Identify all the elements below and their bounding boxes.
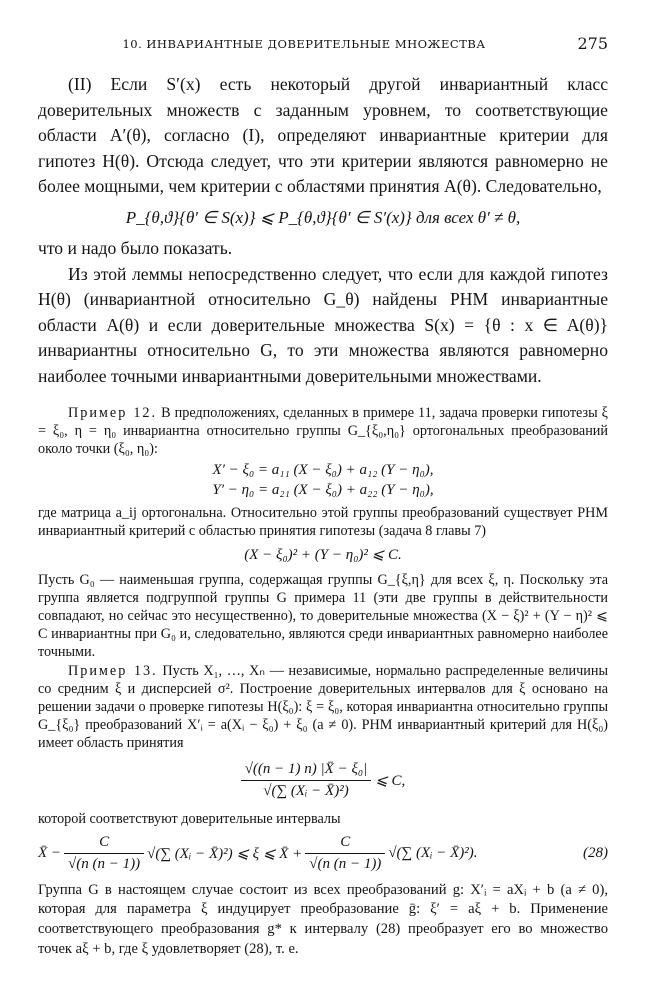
example-12-paragraph (38, 404, 608, 459)
paragraph-group-g: Группа G в настоящем случае состоит из всех преобразований g: X′ᵢ = aXᵢ + b (a ≠ 0), которая для параметра ξ индуцирует преобразование ḡ: ξ′ = aξ + b. Применение соответствующего преобразования g* к интервалу (28) преобразует его во множество точек aξ + b, где ξ удовлетворяет (28), т. е. (38, 881, 608, 957)
interval-right-numerator: C (340, 833, 351, 850)
formula-orthogonal-transform-y: Y′ − η₀ = a₂₁ (X − ξ₀) + a₂₂ (Y − η₀), (212, 482, 434, 499)
example-13-paragraph (38, 662, 608, 753)
interval-right-fraction (305, 834, 385, 873)
interval-left-numerator: C (99, 833, 110, 850)
formula-t-statistic (38, 761, 608, 800)
running-header (40, 34, 608, 58)
example-12-label: Пример 12. (68, 404, 158, 421)
paragraph-lemma-part-ii: (II) Если S′(x) есть некоторый другой инвариантный класс доверительных множеств с заданным уровнем, то соответствующие области A′(θ), согласно (I), определяют инвариантные критерии для гипотез H(θ). Отсюда следует, что эти критерии являются равномерно не более мощными, чем критерии с областями принятия A(θ). Следовательно, (38, 74, 608, 197)
equation-number: (28) (583, 844, 608, 861)
interval-left-fraction (64, 834, 144, 873)
formula-orthogonal-transform-x: X′ − ξ₀ = a₁₁ (X − ξ₀) + a₁₂ (Y − η₀), (212, 462, 434, 479)
example-13-label: Пример 13. (68, 662, 158, 679)
example-13-text: Пусть X₁, …, Xₙ — независимые, нормально распределенные величины со средним ξ и дисперсией σ². Построение доверительных интервалов для ξ основано на решении задачи о проверке гипотезы H(ξ₀): ξ = ξ₀, которая инвариантна относительно группы G_{ξ₀} преобразований X′ᵢ = a(Xᵢ − ξ₀) + ξ₀ (a ≠ 0). РНМ инвариантный критерий для H(ξ₀) имеет область принятия (38, 662, 608, 752)
paragraph-matrix-orthogonal: где матрица a_ij ортогональна. Относительно этой группы преобразований существует РНМ инвариантный критерий с областью принятия гипотезы (задача 8 главы 7) (38, 505, 608, 540)
formula-probability-inequality: P_{θ,ϑ}{θ′ ∈ S(x)} ⩽ P_{θ,ϑ}{θ′ ∈ S′(x)} для всех θ′ ≠ θ, (125, 207, 521, 227)
t-statistic-rhs: ⩽ C, (375, 772, 406, 789)
interval-left-denominator: √(n (n − 1)) (64, 853, 144, 873)
t-statistic-numerator: √((n − 1) n) |X̄ − ξ₀| (244, 760, 368, 777)
formula-acceptance-region: (X − ξ₀)² + (Y − η₀)² ⩽ C. (244, 546, 402, 563)
page-number: 275 (577, 34, 608, 53)
t-statistic-fraction (241, 761, 372, 800)
formula-confidence-interval (38, 834, 608, 873)
interval-rhs: √(∑ (Xᵢ − X̄)²). (388, 844, 478, 861)
interval-lhs: X̄ − (38, 844, 62, 861)
example-12-text: В предположениях, сделанных в примере 11, задача проверки гипотезы ξ = ξ₀, η = η₀ инвариантна относительно группы G_{ξ₀,η₀} ортогональных преобразований около точки (ξ₀, η₀): (38, 404, 608, 457)
chapter-title: 10. ИНВАРИАНТНЫЕ ДОВЕРИТЕЛЬНЫЕ МНОЖЕСТВА (122, 37, 486, 51)
page-body (38, 72, 608, 959)
paragraph-confidence-intervals: которой соответствуют доверительные интервалы (38, 810, 341, 827)
interval-right-denominator: √(n (n − 1)) (305, 853, 385, 873)
paragraph-smallest-group: Пусть G₀ — наименьшая группа, содержащая группы G_{ξ,η} для всех ξ, η. Поскольку эта группа является подгруппой группы G примера 11 (эти две группы в действительности совпадают, но сейчас это несущественно), то доверительные множества (X − ξ)² + (Y − η)² ⩽ C инвариантны при G₀ и, следовательно, являются среди инвариантных равномерно наиболее точными. (38, 571, 608, 661)
t-statistic-denominator: √(∑ (Xᵢ − X̄)²) (241, 780, 372, 800)
paragraph-lemma-corollary: Из этой леммы непосредственно следует, что если для каждой гипотез H(θ) (инвариантной относительно G_θ) найдены РНМ инвариантные области A(θ) и если доверительные множества S(x) = {θ : x ∈ A(θ)} инвариантны относительно G, то эти множества являются равномерно наиболее точными инвариантными доверительными множествами. (38, 263, 608, 386)
interval-middle: √(∑ (Xᵢ − X̄)²) ⩽ ξ ⩽ X̄ + (147, 845, 303, 862)
paragraph-proof-end: что и надо было показать. (38, 237, 233, 258)
